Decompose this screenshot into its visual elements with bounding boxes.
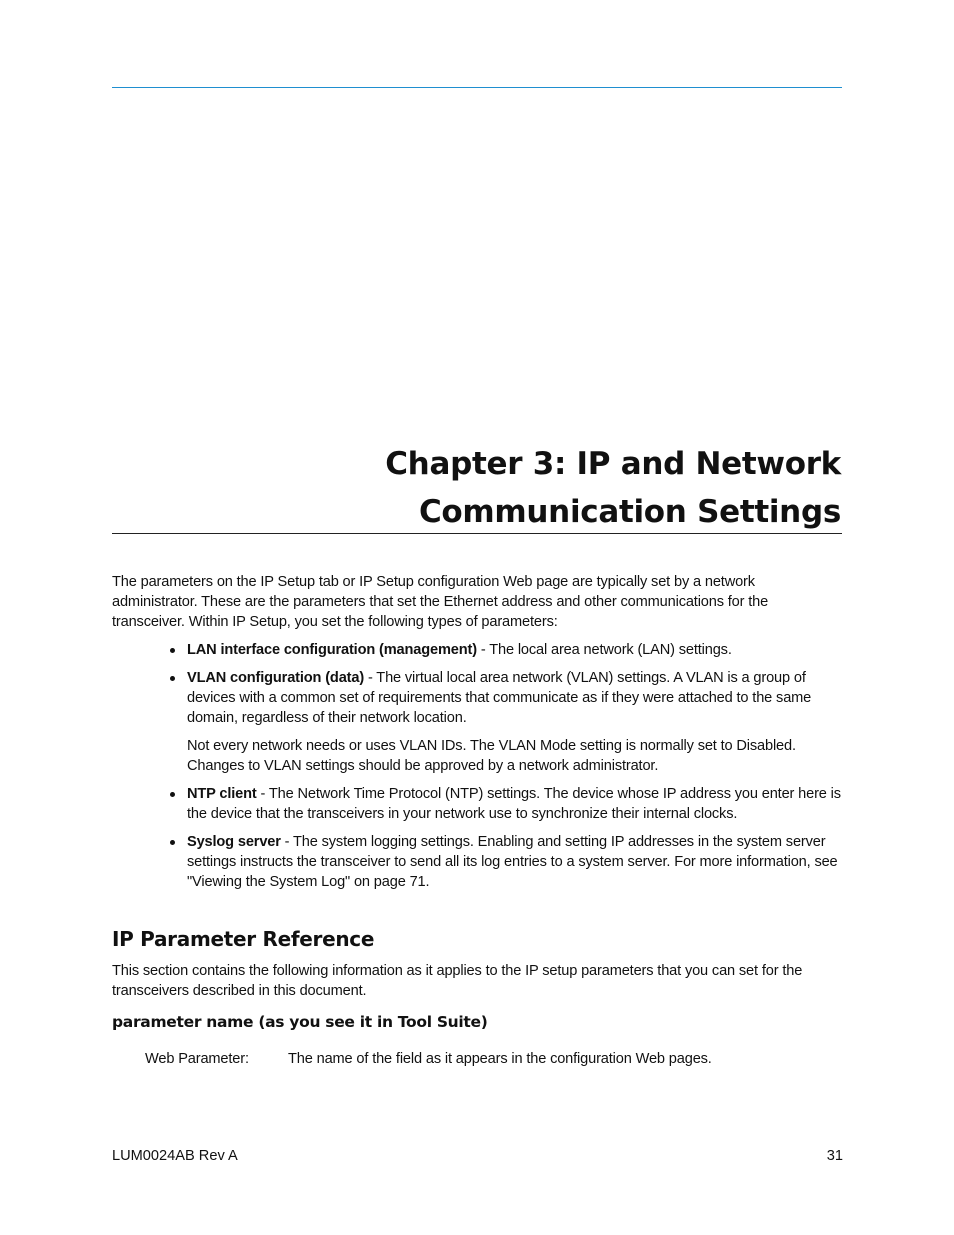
header-rule (112, 87, 842, 88)
vlan-note: Not every network needs or uses VLAN IDs. The VLAN Mode setting is normally set to Disabled. Changes to VLAN settings should be approved by a network administrator. (187, 738, 796, 774)
footer-page-number: 31 (826, 1148, 843, 1164)
list-item-text: - The local area network (LAN) settings. (476, 642, 732, 658)
list-item (187, 832, 847, 892)
list-item-term: VLAN configuration (data) (187, 670, 365, 686)
intro-paragraph: The parameters on the IP Setup tab or IP Setup configuration Web page are typically set by a network administrator. These are the parameters that set the Ethernet address and other communications for the transceiver. Within IP Setup, you set the following types of parameters: (112, 574, 769, 630)
subsection-heading: parameter name (as you see it in Tool Suite) (112, 1013, 488, 1031)
list-item-text: - The virtual local area network (VLAN) settings. A VLAN is a group of devices with a common set of requirements that communicate as if they were attached to the same domain, regardless of their network location. (187, 670, 812, 726)
section-paragraph: This section contains the following information as it applies to the IP setup parameters that you can set for the transceivers described in this document. (112, 963, 803, 999)
list-item-text: - The system logging settings. Enabling and setting IP addresses in the system server settings instructs the transceiver to send all its log entries to a system server. For more information, see "Viewing the System Log" on page 71. (187, 834, 838, 890)
list-item (187, 784, 847, 824)
list-item-term: LAN interface configuration (management) (187, 642, 477, 658)
list-item (187, 668, 847, 728)
list-item-term: Syslog server (187, 834, 281, 850)
list-item-text: - The Network Time Protocol (NTP) settings. The device whose IP address you enter here is the device that the transceivers in your network use to synchronize their internal clocks. (187, 786, 841, 822)
chapter-title-line-2: Communication Settings (418, 494, 841, 530)
parameter-description: The name of the field as it appears in the configuration Web pages. (288, 1051, 712, 1067)
list-item-term: NTP client (187, 786, 257, 802)
footer-doc-id: LUM0024AB Rev A (112, 1148, 238, 1164)
parameter-label: Web Parameter: (145, 1051, 249, 1067)
chapter-title-line-1: Chapter 3: IP and Network (385, 446, 841, 482)
chapter-title-rule (112, 533, 842, 534)
section-heading: IP Parameter Reference (112, 927, 375, 951)
chapter-title (112, 440, 841, 536)
list-item (187, 640, 847, 660)
parameter-types-list (187, 640, 847, 900)
